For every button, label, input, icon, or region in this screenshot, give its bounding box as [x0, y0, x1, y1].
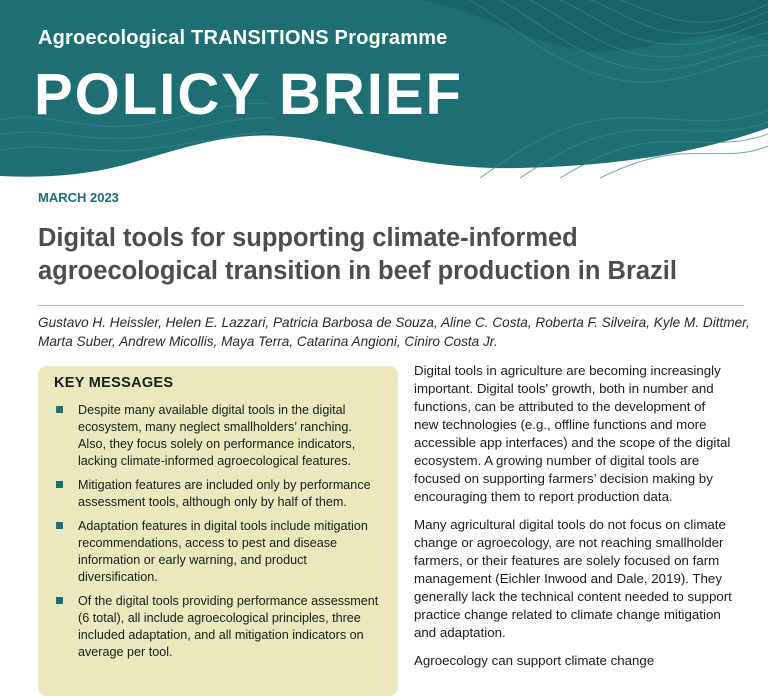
key-message-item	[52, 518, 382, 586]
policy-brief-title: POLICY BRIEF	[34, 62, 463, 127]
title-divider	[38, 305, 744, 306]
key-messages-heading: KEY MESSAGES	[54, 375, 174, 391]
header-banner	[0, 0, 768, 178]
key-message-text: Despite many available digital tools in the digital ecosystem, many neglect smallholders’ ranching. Also, they focus solely on performance indicators, lacking climate-informed agroecological features.	[78, 403, 356, 468]
key-messages-box	[38, 366, 398, 696]
square-bullet-icon	[56, 522, 63, 529]
body-text-column	[414, 362, 732, 680]
author-list: Gustavo H. Heissler, Helen E. Lazzari, Patricia Barbosa de Souza, Aline C. Costa, Roberta F. Silveira, Kyle M. Dittmer, Marta Suber, Andrew Micollis, Maya Terra, Catarina Angioni, Ciniro Costa Jr.	[38, 315, 750, 349]
body-paragraph: Agroecology can support climate change	[414, 653, 655, 668]
square-bullet-icon	[56, 597, 63, 604]
publication-date: MARCH 2023	[38, 190, 119, 205]
body-paragraph: Digital tools in agriculture are becoming increasingly important. Digital tools' growth, both in number and functions, can be attributed to the development of new technologies (e.g., offline functions and more accessible app interfaces) and the scope of the digital ecosystem. A growing number of digital tools are focused on supporting farmers’ decision making by encouraging them to report production data.	[414, 363, 731, 504]
key-message-item	[52, 402, 382, 470]
key-message-item	[52, 477, 382, 511]
programme-name: Agroecological TRANSITIONS Programme	[38, 27, 448, 49]
key-message-text: Of the digital tools providing performance assessment (6 total), all include agroecological principles, three included adaptation, and all mitigation indicators on average per tool.	[78, 594, 379, 659]
key-message-text: Adaptation features in digital tools include mitigation recommendations, access to pest and disease information or early warning, and product diversification.	[78, 519, 368, 584]
document-title: Digital tools for supporting climate-informed agroecological transition in beef production in Brazil	[38, 224, 677, 285]
key-messages-list	[52, 402, 382, 668]
key-message-item	[52, 593, 382, 661]
square-bullet-icon	[56, 406, 63, 413]
square-bullet-icon	[56, 481, 63, 488]
body-paragraph: Many agricultural digital tools do not focus on climate change or agroecology, are not reaching smallholder farmers, or their features are solely focused on farm management (Eichler Inwood and Dale, 2019). They generally lack the technical content needed to support practice change related to climate change mitigation and adaptation.	[414, 517, 732, 640]
key-message-text: Mitigation features are included only by performance assessment tools, although only by half of them.	[78, 478, 371, 509]
